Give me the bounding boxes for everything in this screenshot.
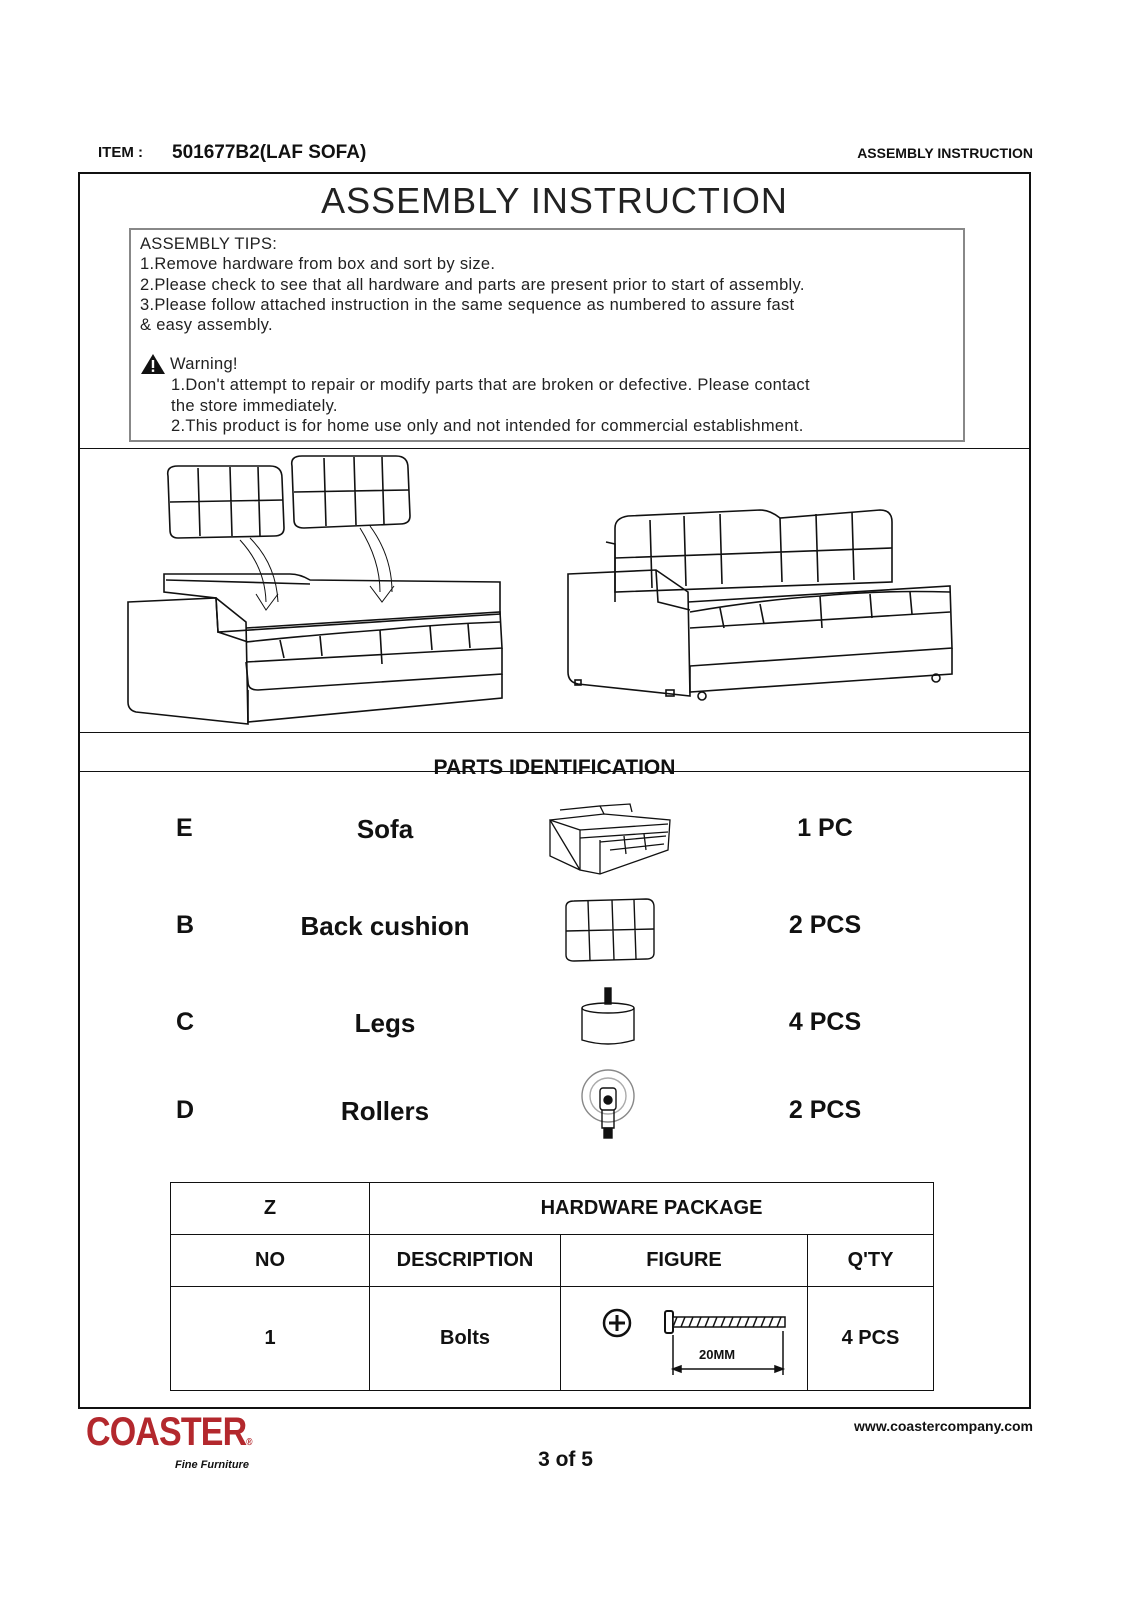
hardware-package-title: HARDWARE PACKAGE [370, 1183, 934, 1235]
part-qty: 1 PC [797, 814, 853, 842]
part-row-legs [80, 1008, 1029, 1068]
warning-heading-row [140, 353, 954, 375]
section-divider [80, 448, 1029, 449]
column-header-no: NO [171, 1235, 370, 1287]
header-document-type: ASSEMBLY INSTRUCTION [857, 145, 1033, 161]
roller-icon [574, 1066, 644, 1142]
part-name: Sofa [356, 814, 414, 844]
item-label: ITEM : [98, 144, 143, 161]
table-row [171, 1287, 934, 1391]
part-name: Back cushion [300, 911, 470, 941]
parts-identification-title: PARTS IDENTIFICATION [433, 756, 676, 779]
row-description: Bolts [370, 1287, 561, 1391]
part-row-sofa [80, 814, 1029, 874]
warning-line: 1.Don't attempt to repair or modify parts that are broken or defective. Please contact [171, 376, 810, 395]
row-no: 1 [171, 1287, 370, 1391]
part-name: Rollers [340, 1096, 430, 1126]
instruction-frame [78, 172, 1031, 1409]
part-row-back-cushion [80, 911, 1029, 971]
bolt-icon [569, 1291, 799, 1381]
warning-heading: Warning! [170, 355, 238, 374]
sofa-icon [540, 790, 680, 890]
row-qty: 4 PCS [808, 1287, 934, 1391]
page-number: 3 of 5 [538, 1448, 593, 1471]
part-letter: C [176, 1008, 195, 1036]
logo-tagline: Fine Furniture [175, 1459, 249, 1471]
hardware-package-table [170, 1182, 934, 1391]
cushion-icon [562, 897, 662, 967]
tips-heading: ASSEMBLY TIPS: [140, 235, 278, 253]
back-cushion-right-drawing [292, 456, 410, 528]
bolt-size-label: 20MM [699, 1347, 736, 1362]
warning-line: 2.This product is for home use only and not intended for commercial establishment. [171, 417, 804, 436]
part-row-rollers [80, 1096, 1029, 1156]
column-header-figure: FIGURE [561, 1235, 808, 1287]
logo-text: COASTER [86, 1410, 247, 1454]
assembly-title: ASSEMBLY INSTRUCTION [321, 180, 788, 221]
leg-icon [574, 986, 644, 1052]
tip-line: & easy assembly. [140, 316, 273, 335]
part-qty: 2 PCS [788, 1096, 862, 1124]
warning-line: the store immediately. [171, 396, 338, 415]
registered-mark: ® [246, 1437, 252, 1448]
assembly-tips-box [129, 228, 965, 442]
back-cushion-left-drawing [168, 466, 284, 538]
part-qty: 4 PCS [788, 1008, 862, 1036]
item-code: 501677B2(LAF SOFA) [172, 142, 367, 163]
website-url: www.coastercompany.com [854, 1418, 1033, 1434]
tip-line: 3.Please follow attached instruction in the same sequence as numbered to assure fast [140, 295, 795, 314]
row-figure [561, 1287, 808, 1391]
hardware-code: Z [171, 1183, 370, 1235]
assembled-sofa-drawing [568, 510, 952, 700]
column-header-qty: Q'TY [808, 1235, 934, 1287]
section-divider [80, 732, 1029, 733]
part-name: Legs [354, 1008, 416, 1038]
sofa-base-drawing [128, 574, 502, 724]
tip-line: 1.Remove hardware from box and sort by size. [140, 255, 496, 274]
warning-triangle-icon [140, 353, 166, 375]
part-letter: D [176, 1096, 195, 1124]
part-letter: B [176, 911, 195, 939]
part-letter: E [176, 814, 193, 842]
assembly-illustration [80, 452, 1029, 742]
part-qty: 2 PCS [788, 911, 862, 939]
tip-line: 2.Please check to see that all hardware and parts are present prior to start of assembly. [140, 275, 805, 294]
section-divider [80, 771, 1029, 772]
column-header-description: DESCRIPTION [370, 1235, 561, 1287]
